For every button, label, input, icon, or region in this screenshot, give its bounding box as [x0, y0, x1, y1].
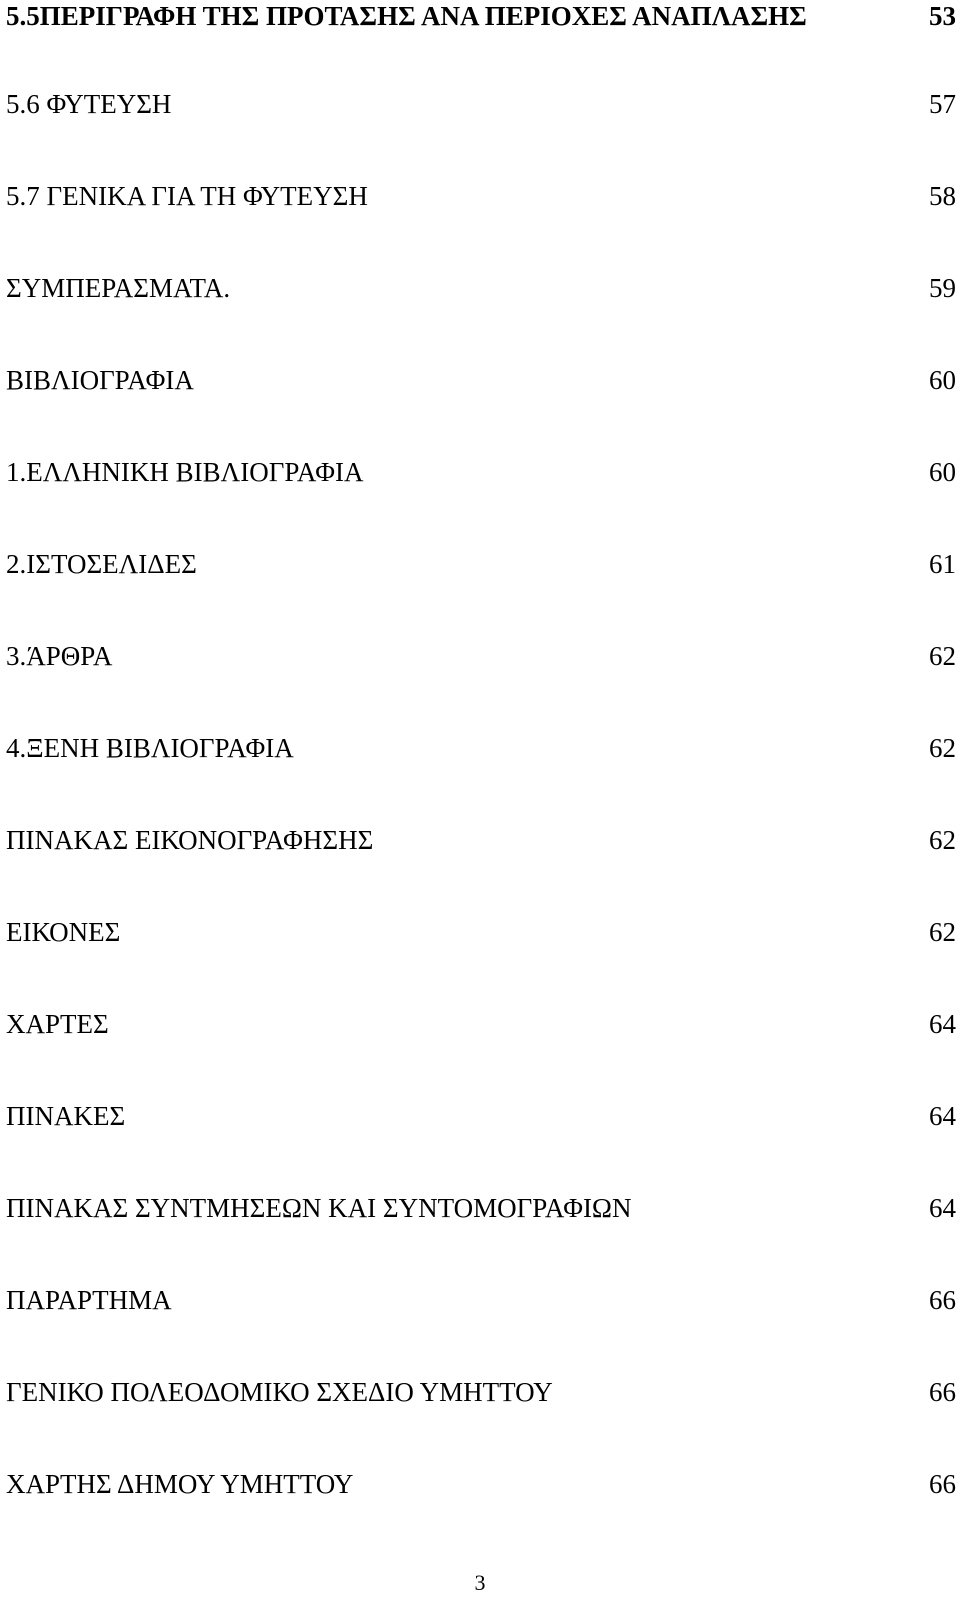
toc-entry-page: 64 [929, 1193, 956, 1223]
toc-entry-page: 62 [929, 733, 956, 763]
toc-entry-title: ΠΙΝΑΚΑΣ ΕΙΚΟΝΟΓΡΑΦΗΣΗΣ [6, 825, 374, 855]
toc-entry [6, 0, 956, 40]
toc-entry-title: 5.5ΠΕΡΙΓΡΑΦΗ ΤΗΣ ΠΡΟΤΑΣΗΣ ΑΝΑ ΠΕΡΙΟΧΕΣ ΑΝΑΠΛΑΣΗΣ [6, 1, 807, 31]
toc-entry-page: 57 [929, 89, 956, 119]
toc-entry-page: 66 [929, 1377, 956, 1407]
toc-entry-page: 64 [929, 1009, 956, 1039]
toc-entry [6, 916, 956, 956]
toc-entry [6, 88, 956, 128]
toc-entry-title: ΕΙΚΟΝΕΣ [6, 917, 121, 947]
toc-entry [6, 732, 956, 772]
toc-entry [6, 272, 956, 312]
toc-entry-page: 58 [929, 181, 956, 211]
toc-entry [6, 1192, 956, 1232]
toc-entry [6, 640, 956, 680]
toc-entry-page: 62 [929, 641, 956, 671]
toc-entry-page: 61 [929, 549, 956, 579]
toc-entry-title: ΠΙΝΑΚΑΣ ΣΥΝΤΜΗΣΕΩΝ ΚΑΙ ΣΥΝΤΟΜΟΓΡΑΦΙΩΝ [6, 1193, 632, 1223]
toc-entry-page: 66 [929, 1285, 956, 1315]
toc-entry [6, 1008, 956, 1048]
toc-entry-page: 64 [929, 1101, 956, 1131]
toc-entry-title: ΧΑΡΤΗΣ ΔΗΜΟΥ ΥΜΗΤΤΟΥ [6, 1469, 354, 1499]
toc-entry-page: 60 [929, 365, 956, 395]
toc-entry-page: 62 [929, 917, 956, 947]
toc-entry [6, 456, 956, 496]
toc-entry-title: ΧΑΡΤΕΣ [6, 1009, 109, 1039]
toc-entry [6, 1284, 956, 1324]
toc-entry [6, 824, 956, 864]
toc-entry-title: ΠΙΝΑΚΕΣ [6, 1101, 126, 1131]
toc-entry-page: 60 [929, 457, 956, 487]
toc-entry-title: 3.ΆΡΘΡΑ [6, 641, 113, 671]
toc-entry-title: ΣΥΜΠΕΡΑΣΜΑΤΑ. [6, 273, 231, 303]
toc-entry-title: ΠΑΡΑΡΤΗΜΑ [6, 1285, 172, 1315]
toc-entry-page: 66 [929, 1469, 956, 1499]
page-number: 3 [474, 1570, 486, 1595]
toc-entry-title: ΓΕΝΙΚΟ ΠΟΛΕΟΔΟΜΙΚΟ ΣΧΕΔΙΟ ΥΜΗΤΤΟΥ [6, 1377, 553, 1407]
toc-entry [6, 1100, 956, 1140]
toc-entry-title: 5.7 ΓΕΝΙΚΑ ΓΙΑ ΤΗ ΦΥΤΕΥΣΗ [6, 181, 368, 211]
toc-entry [6, 1468, 956, 1508]
toc-entry [6, 180, 956, 220]
toc-entry [6, 364, 956, 404]
toc-entry [6, 548, 956, 588]
toc-entry-title: 2.ΙΣΤΟΣΕΛΙΔΕΣ [6, 549, 197, 579]
toc-entry-page: 53 [929, 1, 956, 31]
toc-entry-title: 5.6 ΦΥΤΕΥΣΗ [6, 89, 172, 119]
toc-entry-title: 1.ΕΛΛΗΝΙΚΗ ΒΙΒΛΙΟΓΡΑΦΙΑ [6, 457, 364, 487]
toc-entry-title: 4.ΞΕΝΗ ΒΙΒΛΙΟΓΡΑΦΙΑ [6, 733, 294, 763]
toc-entry-title: ΒΙΒΛΙΟΓΡΑΦΙΑ [6, 365, 194, 395]
toc-entry-page: 59 [929, 273, 956, 303]
toc-entry [6, 1376, 956, 1416]
toc-entry-page: 62 [929, 825, 956, 855]
